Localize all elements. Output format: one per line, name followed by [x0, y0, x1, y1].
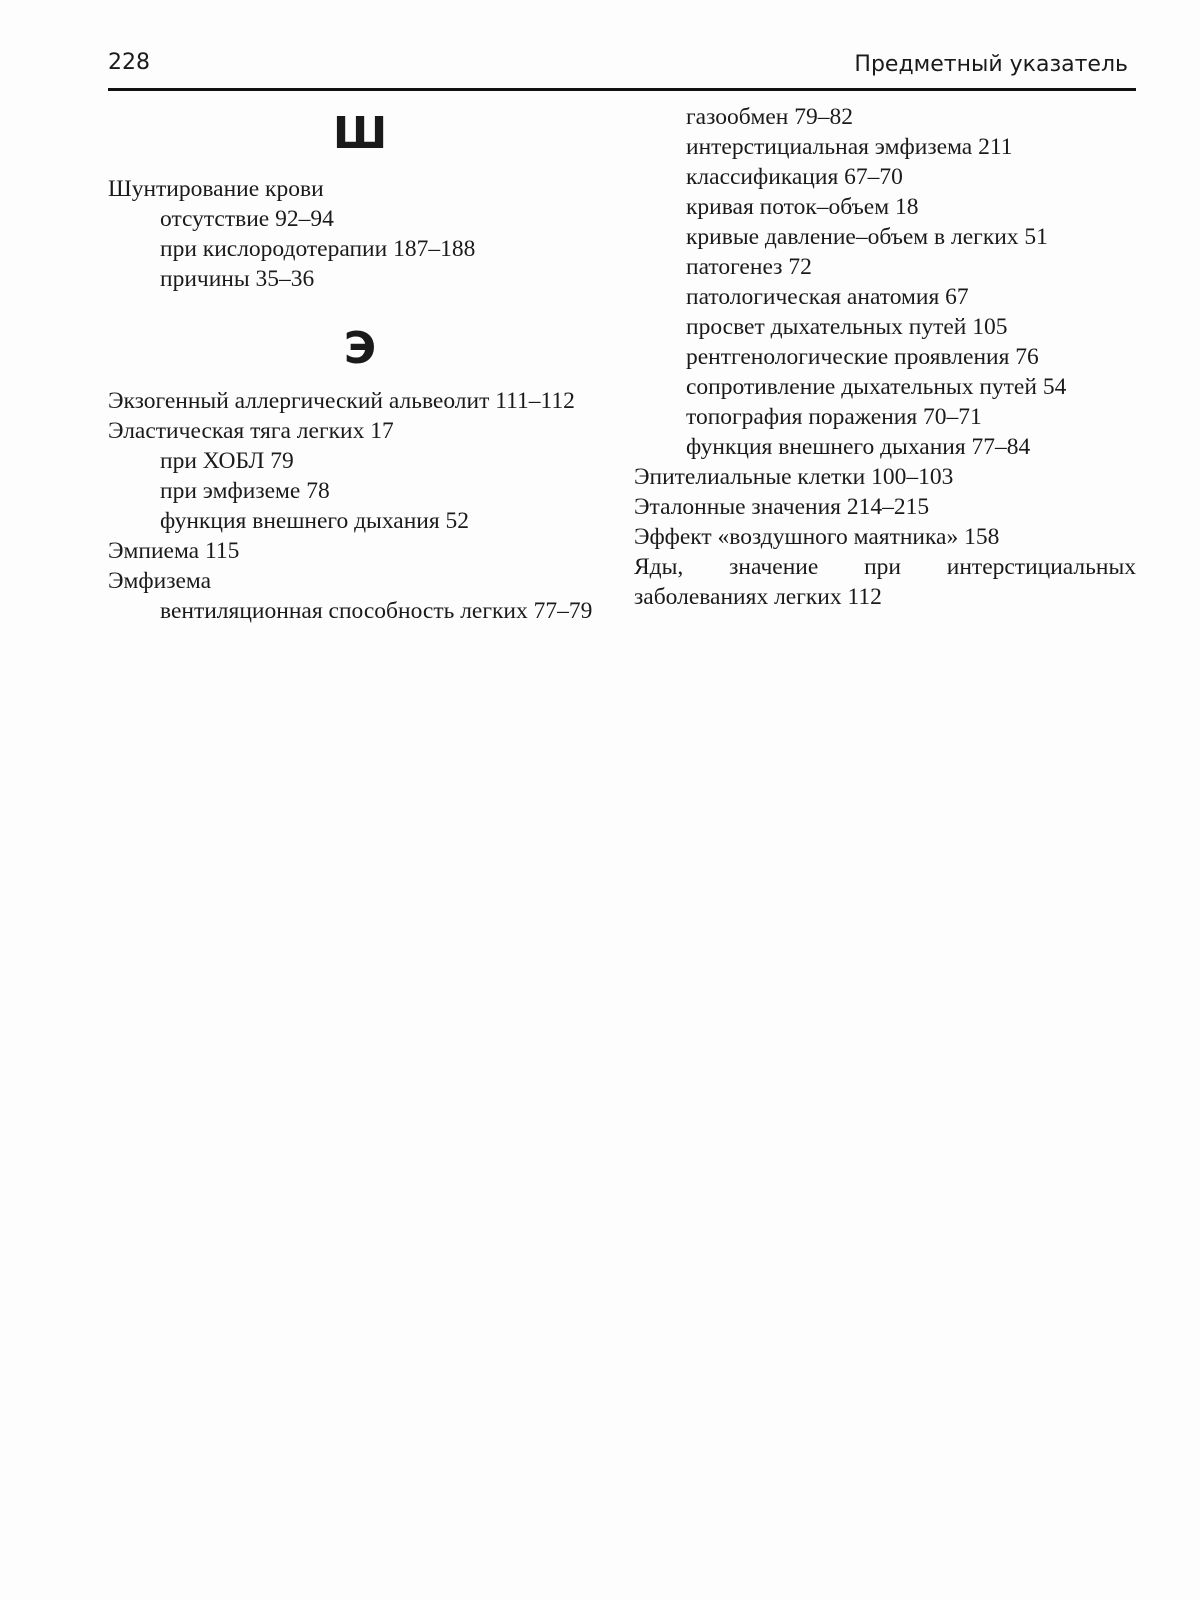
index-subentry: просвет дыхательных путей 105	[686, 314, 1008, 340]
index-entry-poisons: Яды, значение при интерстициальных заболеваниях легких 112	[634, 554, 1136, 610]
index-entry-pendelluft: Эффект «воздушного маятника» 158	[634, 524, 1000, 550]
index-entry-exogenous-alveolitis: Экзогенный аллергический альвеолит 111–112	[108, 388, 575, 414]
index-subentry: классификация 67–70	[686, 164, 903, 190]
index-entry-shunting: Шунтирование крови	[108, 176, 324, 202]
index-subentry: патогенез 72	[686, 254, 812, 280]
index-column-right	[634, 104, 1136, 612]
section-letter-sha: Ш	[332, 108, 388, 159]
section-letter-e: Э	[343, 323, 377, 374]
index-entry-reference-values: Эталонные значения 214–215	[634, 494, 930, 520]
index-subentry: газообмен 79–82	[686, 104, 853, 130]
index-entry-epithelial-cells: Эпителиальные клетки 100–103	[634, 464, 954, 490]
index-subentry: при ХОБЛ 79	[160, 448, 294, 474]
running-title: Предметный указатель	[854, 52, 1128, 77]
index-entry-emphysema: Эмфизема	[108, 568, 212, 594]
index-subentry: рентгенологические проявления 76	[686, 344, 1039, 370]
index-subentry: функция внешнего дыхания 77–84	[686, 434, 1031, 460]
index-entry-empyema: Эмпиема 115	[108, 538, 240, 564]
index-subentry: отсутствие 92–94	[160, 206, 334, 232]
page-header	[108, 44, 1136, 91]
index-subentry: кривые давление–объем в легких 51	[686, 224, 1048, 250]
index-subentry: причины 35–36	[160, 266, 315, 292]
index-subentry: вентиляционная способность легких 77–79	[160, 598, 593, 624]
index-subentry: патологическая анатомия 67	[686, 284, 969, 310]
index-subentry: интерстициальная эмфизема 211	[686, 134, 1013, 160]
index-subentry: сопротивление дыхательных путей 54	[686, 374, 1067, 400]
index-subentry: функция внешнего дыхания 52	[160, 508, 470, 534]
page-number: 228	[108, 50, 150, 75]
index-subentry: топография поражения 70–71	[686, 404, 982, 430]
index-subentry: при эмфиземе 78	[160, 478, 330, 504]
index-column-left	[108, 104, 612, 626]
index-subentry: кривая поток–объем 18	[686, 194, 919, 220]
index-subentry: при кислородотерапии 187–188	[160, 236, 476, 262]
index-entry-elastic-recoil: Эластическая тяга легких 17	[108, 418, 394, 444]
